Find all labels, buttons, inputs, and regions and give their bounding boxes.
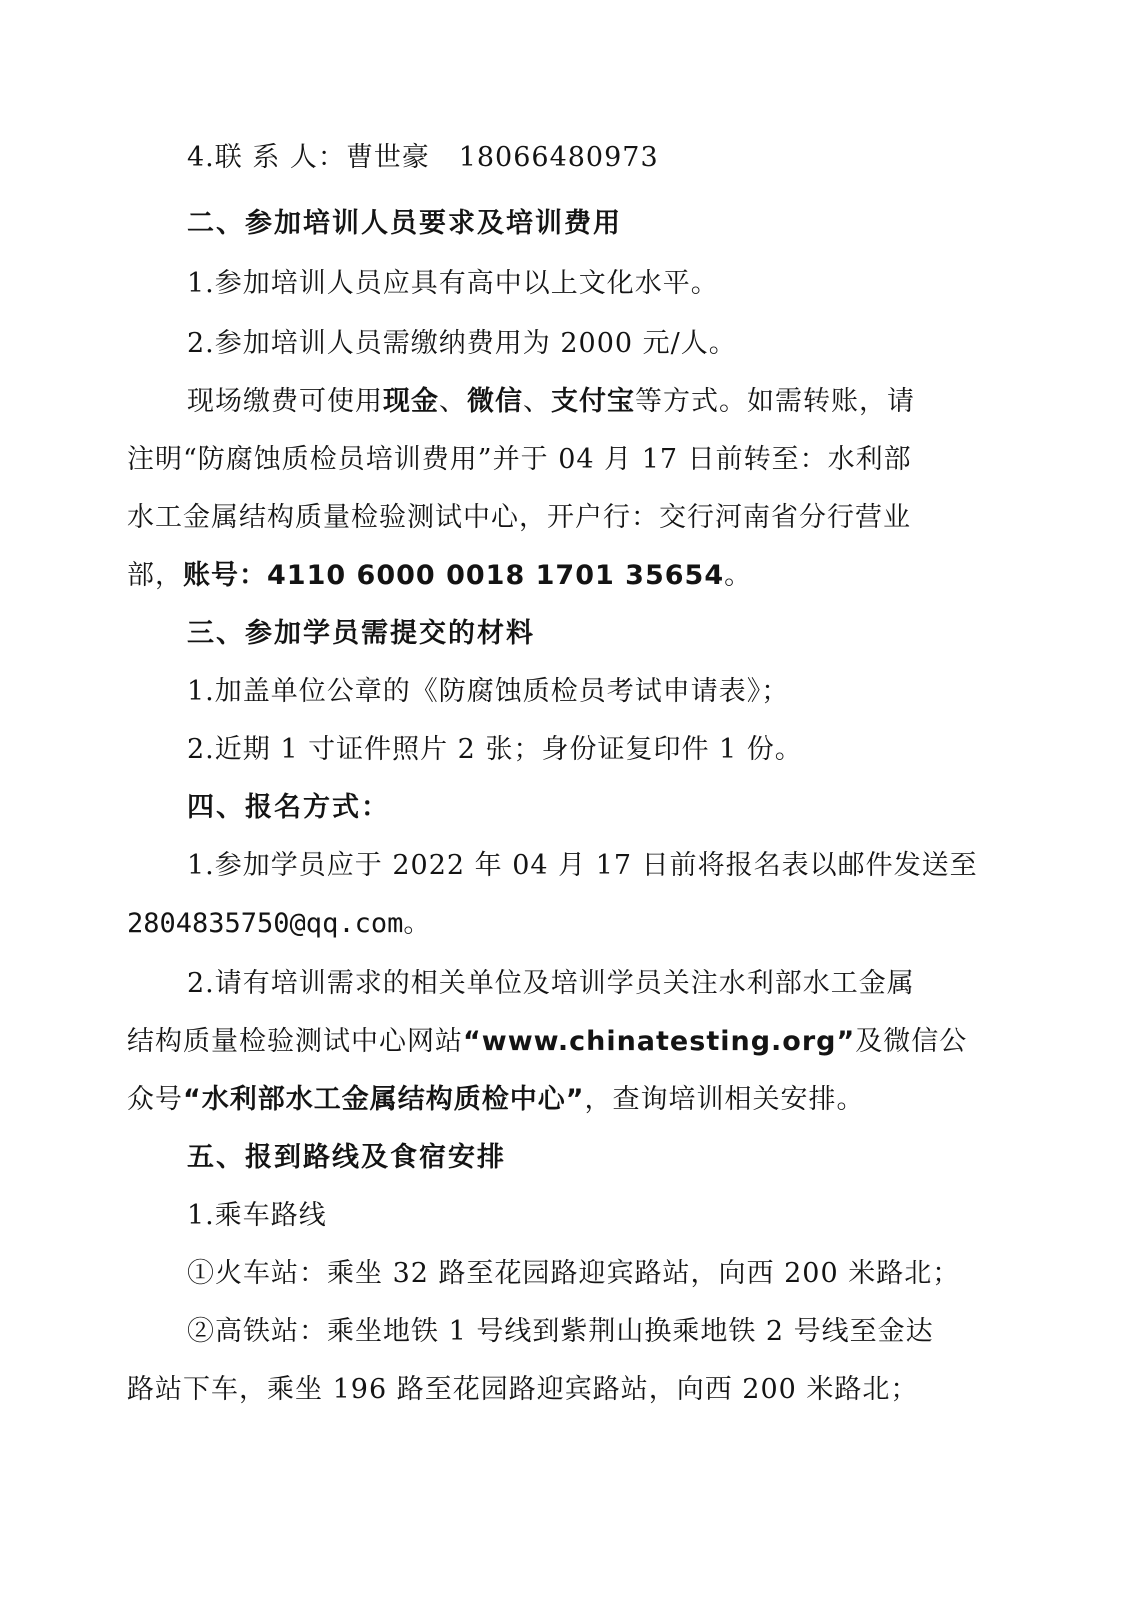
route-high-speed-line1: ②高铁站：乘坐地铁 1 号线到紫荆山换乘地铁 2 号线至金达 — [187, 1316, 934, 1347]
payment-line2: 注明“防腐蚀质检员培训费用”并于 04 月 17 日前转至：水利部 — [127, 444, 912, 475]
section4-item1-line1: 1.参加学员应于 2022 年 04 月 17 日前将报名表以邮件发送至 — [187, 850, 978, 881]
payment-line3: 水工金属结构质量检验测试中心，开户行：交行河南省分行营业 — [127, 502, 911, 533]
contact-label: 4.联 系 人： — [187, 142, 346, 173]
route-high-speed-line2: 路站下车，乘坐 196 路至花园路迎宾路站，向西 200 米路北； — [127, 1374, 919, 1405]
wechat-account: “水利部水工金属结构质检中心” — [183, 1084, 585, 1115]
section5-sub1: 1.乘车路线 — [187, 1200, 327, 1231]
bank-account: 账号：4110 6000 0018 1701 35654 — [183, 560, 725, 591]
wechat-intro: 众号 — [127, 1084, 183, 1115]
route-train-station: ①火车站：乘坐 32 路至花园路迎宾路站，向西 200 米路北； — [187, 1258, 961, 1289]
email-address: 2804835750@qq.com。 — [127, 908, 431, 939]
section4-heading: 四、报名方式： — [187, 792, 390, 823]
payment-sep1: 、 — [439, 386, 467, 417]
section3-item2: 2.近期 1 寸证件照片 2 张；身份证复印件 1 份。 — [187, 734, 803, 765]
website-outro: 及微信公 — [855, 1026, 968, 1057]
section5-heading: 五、报到路线及食宿安排 — [187, 1142, 506, 1173]
payment-intro: 现场缴费可使用 — [187, 386, 383, 417]
contact-phone: 18066480973 — [458, 142, 659, 173]
website-url: “www.chinatesting.org” — [463, 1026, 856, 1057]
payment-line4 — [127, 556, 752, 596]
payment-sep2: 、 — [523, 386, 551, 417]
section3-item1: 1.加盖单位公章的《防腐蚀质检员考试申请表》； — [187, 676, 790, 707]
section2-heading: 二、参加培训人员要求及培训费用 — [187, 208, 622, 239]
payment-wechat: 微信 — [467, 386, 523, 417]
section3-heading: 三、参加学员需提交的材料 — [187, 618, 535, 649]
payment-line4-start: 部， — [127, 560, 183, 591]
wechat-outro: ，查询培训相关安排。 — [584, 1084, 865, 1115]
payment-line1 — [187, 382, 915, 422]
section4-item2-line1: 2.请有培训需求的相关单位及培训学员关注水利部水工金属 — [187, 968, 915, 999]
payment-cash: 现金 — [383, 386, 439, 417]
website-intro: 结构质量检验测试中心网站 — [127, 1026, 463, 1057]
section4-item2-line2 — [127, 1022, 967, 1062]
contact-line — [187, 138, 659, 178]
section4-item2-line3 — [127, 1080, 865, 1120]
payment-line4-end: 。 — [724, 560, 753, 591]
section2-item1: 1.参加培训人员应具有高中以上文化水平。 — [187, 268, 719, 299]
payment-intro-end: 等方式。如需转账，请 — [635, 386, 915, 417]
contact-name: 曹世豪 — [345, 142, 430, 173]
payment-alipay: 支付宝 — [551, 386, 635, 417]
section2-item2: 2.参加培训人员需缴纳费用为 2000 元/人。 — [187, 328, 737, 359]
